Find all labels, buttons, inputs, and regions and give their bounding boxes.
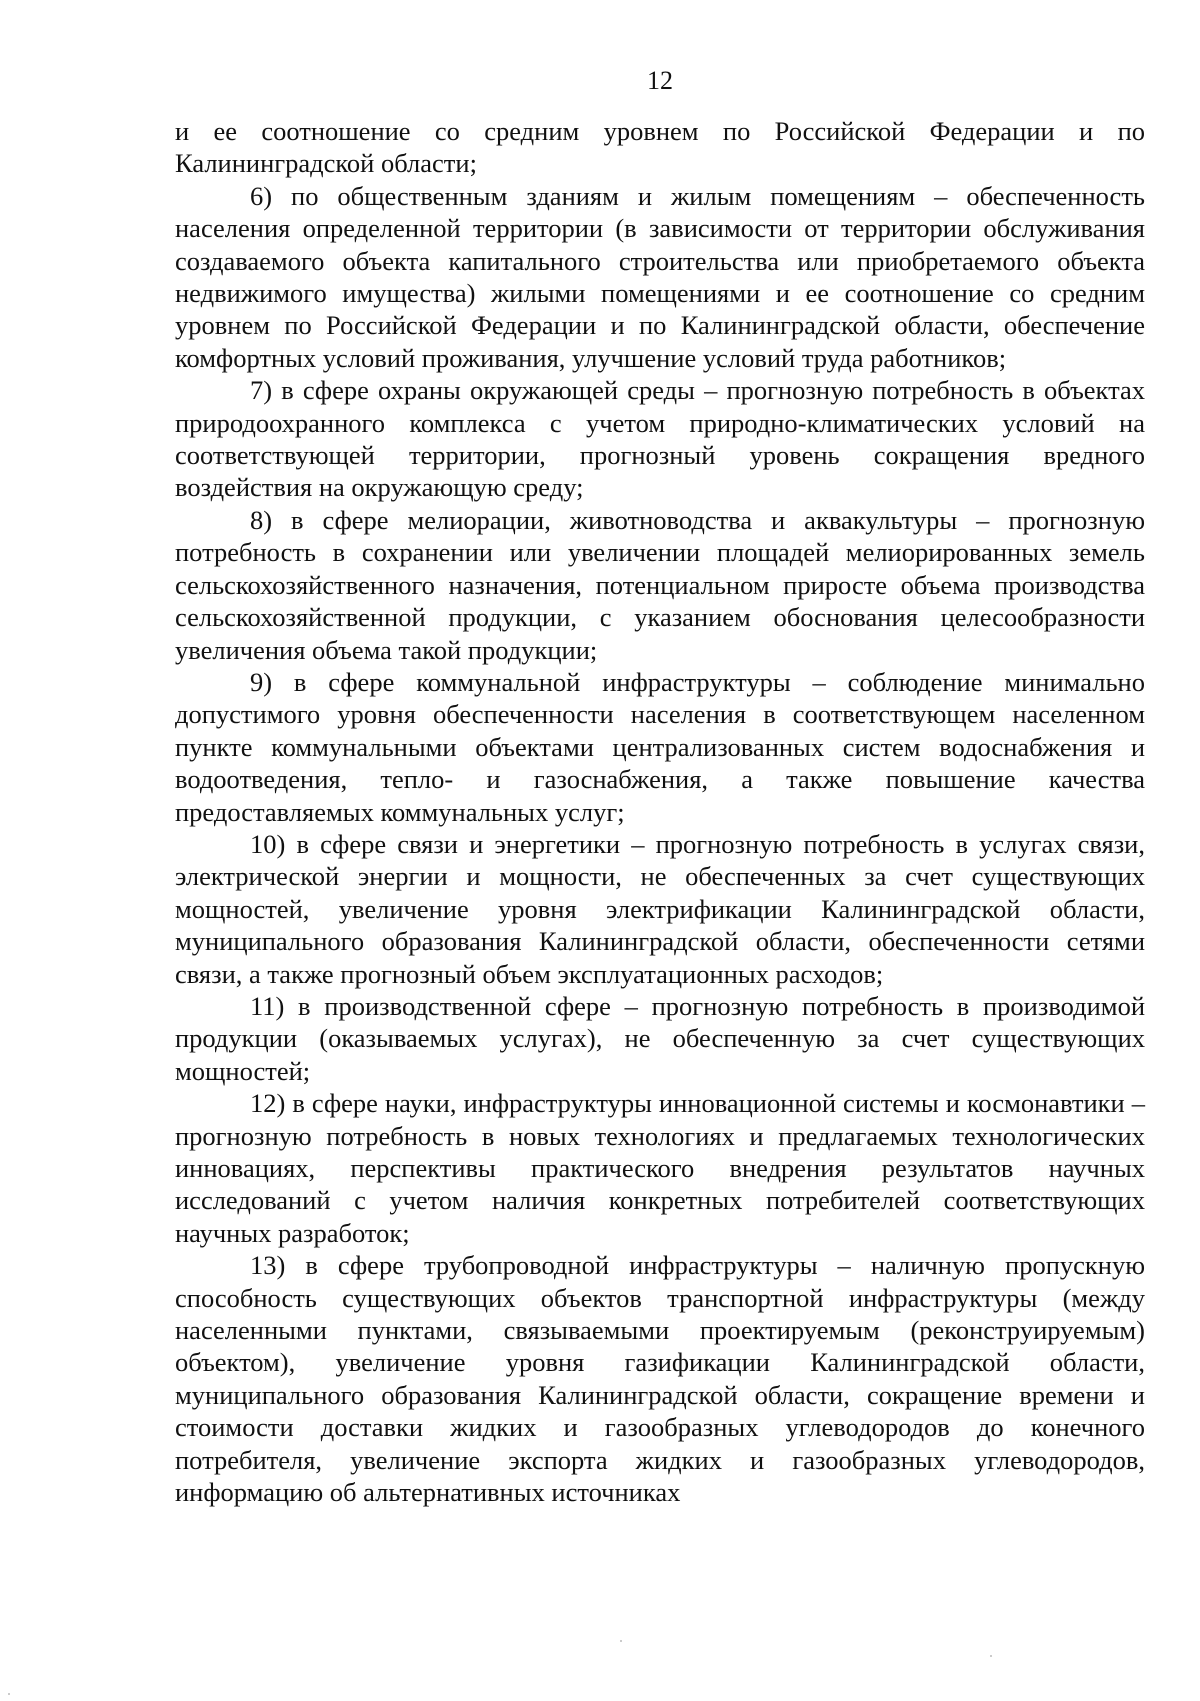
scan-speck <box>990 1655 992 1657</box>
scan-speck <box>620 1640 622 1642</box>
document-body <box>175 115 1145 1508</box>
paragraph-item-10: 10) в сфере связи и энергетики – прогнозную потребность в услугах связи, электрической энергии и мощности, не обеспеченных за счет существующих мощностей, увеличение уровня электрификации Калининградской области, муниципального образования Калининградской области, обеспеченности сетями связи, а также прогнозный объем эксплуатационных расходов; <box>175 828 1145 989</box>
paragraph-item-11: 11) в производственной сфере – прогнозную потребность в производимой продукции (оказываемых услугах), не обеспеченную за счет существующих мощностей; <box>175 990 1145 1086</box>
paragraph-item-12: 12) в сфере науки, инфраструктуры инновационной системы и космонавтики – прогнозную потребность в новых технологиях и предлагаемых технологических инновациях, перспективы практического внедрения результатов научных исследований с учетом наличия конкретных потребителей соответствующих научных разработок; <box>175 1088 1145 1248</box>
paragraph-item-9: 9) в сфере коммунальной инфраструктуры – соблюдение минимально допустимого уровня обеспеченности населения в соответствующем населенном пункте коммунальными объектами централизованных систем водоснабжения и водоотведения, тепло- и газоснабжения, а также повышение качества предоставляемых коммунальных услуг; <box>175 666 1145 827</box>
paragraph-continuation: и ее соотношение со средним уровнем по Российской Федерации и по Калининградской области; <box>175 116 1145 179</box>
scan-speck <box>8 1693 10 1695</box>
paragraph-item-7: 7) в сфере охраны окружающей среды – прогнозную потребность в объектах природоохранного комплекса с учетом природно-климатических условий на соответствующей территории, прогнозный уровень сокращения вредного воздействия на окружающую среду; <box>175 375 1145 503</box>
page-number: 12 <box>647 66 673 95</box>
paragraph-item-6: 6) по общественным зданиям и жилым помещениям – обеспеченность населения определенной территории (в зависимости от территории обслуживания создаваемого объекта капитального строительства или приобретаемого объекта недвижимого имущества) жилыми помещениями и ее соотношение со средним уровнем по Российской Федерации и по Калининградской области, обеспечение комфортных условий проживания, улучшение условий труда работников; <box>175 180 1145 373</box>
paragraph-item-8: 8) в сфере мелиорации, животноводства и аквакультуры – прогнозную потребность в сохранении или увеличении площадей мелиорированных земель сельскохозяйственного назначения, потенциальном приросте объема производства сельскохозяйственной продукции, с указанием обоснования целесообразности увеличения объема такой продукции; <box>175 504 1145 665</box>
paragraph-item-13: 13) в сфере трубопроводной инфраструктуры – наличную пропускную способность существующих объектов транспортной инфраструктуры (между населенными пунктами, связываемыми проектируемым (реконструируемым) объектом), увеличение уровня газификации Калининградской области, муниципального образования Калининградской области, сокращение времени и стоимости доставки жидких и газообразных углеводородов до конечного потребителя, увеличение экспорта жидких и газообразных углеводородов, информацию об альтернативных источниках <box>175 1250 1145 1508</box>
